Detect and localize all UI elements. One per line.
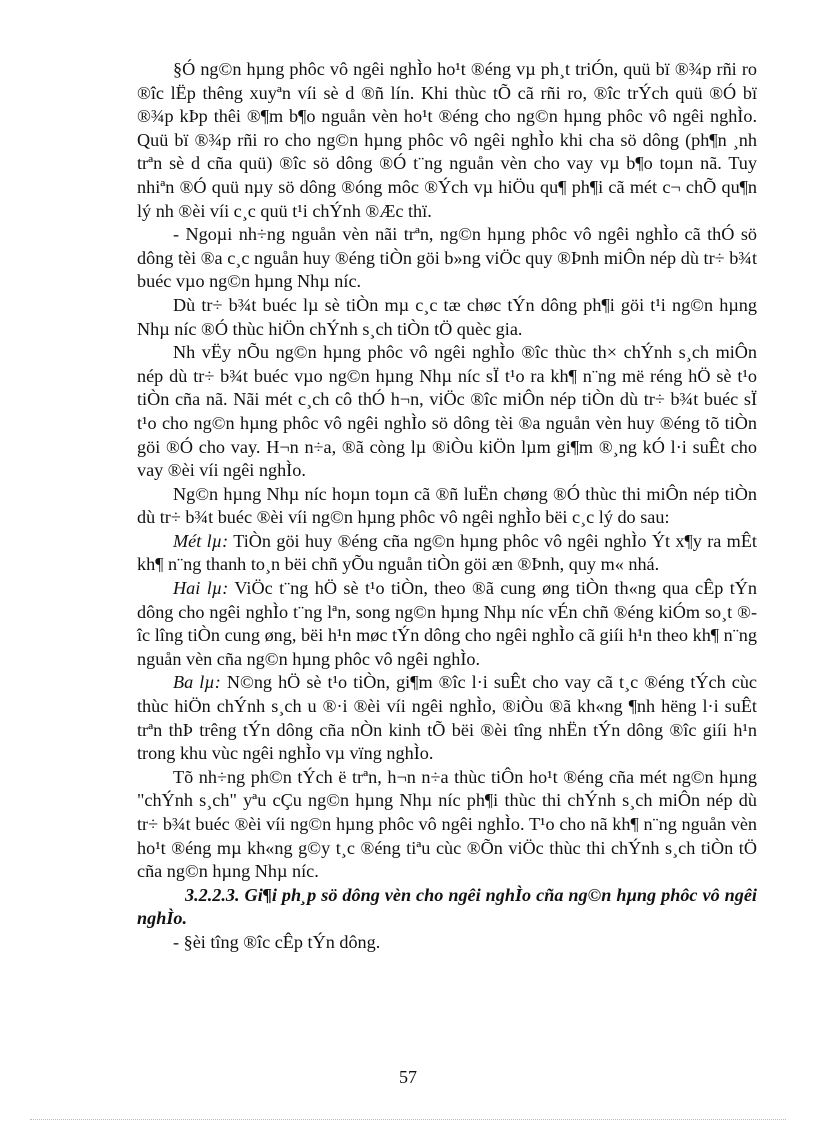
paragraph-reason-three [137,671,757,765]
reason-one-lead: Mét lµ: [173,530,229,551]
reason-one-text: TiÒn göi huy ®éng cña ng©n hµng phôc vô ngêi nghÌo Ýt x¶y ra mÊt kh¶ n¨ng thanh to¸n bëi chñ yÕu nguån tiÒn göi æn ®Þnh, quy m« nhá. [137,530,757,575]
reason-three-lead: Ba lµ: [173,672,221,693]
paragraph-reserve-definition: Dù tr÷ b¾t buéc lµ sè tiÒn mµ c¸c tæ chøc tÝn dông ph¶i göi t¹i ng©n hµng Nhµ níc ®Ó thùc hiÖn chÝnh s¸ch tiÒn tÖ quèc gia. [137,294,757,339]
paragraph-eligible-subjects: - §èi tîng ®îc cÊp tÝn dông. [173,931,381,952]
paragraph-reserve-exemption: Nh vËy nÕu ng©n hµng phôc vô ngêi nghÌo ®îc thùc th× chÝnh s¸ch miÔn nép dù tr÷ b¾t buéc vµo ng©n hµng Nhµ níc sÏ t¹o ra kh¶ n¨ng më réng hÖ sè t¹o tiÒn cña nã. Nãi mét c¸ch cô thÓ h¬n, viÖc ®îc miÔn nép tiÒn dù tr÷ b¾t buéc sÏ t¹o cho ng©n hµng phôc vô ngêi nghÌo sö dông tèi ®a nguån vèn huy ®éng tõ tiÒn göi ®Ó cho vay. H¬n n÷a, ®ã còng lµ ®iÒu kiÖn lµm gi¶m ®¸ng kÓ l·i suÊt cho vay ®èi víi ngêi nghÌo. [137,342,757,481]
page-number: 57 [399,1067,417,1087]
paragraph-reason-one [137,530,757,577]
section-heading: 3.2.2.3. Gi¶i ph¸p sö dông vèn cho ngêi nghÌo cña ng©n hµng phôc vô ngêi nghÌo. [137,884,757,929]
paragraph-reasons-intro: Ng©n hµng Nhµ níc hoµn toµn cã ®ñ luËn chøng ®Ó thùc thi miÔn nép tiÒn dù tr÷ b¾t buéc ®èi víi ng©n hµng phôc vô ngêi nghÌo bëi c¸c lý do sau: [137,483,757,528]
paragraph-reason-two [137,577,757,671]
paragraph-other-sources: - Ngoµi nh÷ng nguån vèn nãi trªn, ng©n hµng phôc vô ngêi nghÌo cã thÓ sö dông tèi ®a c¸c nguån huy ®éng tiÒn göi b»ng viÖc quy ®Þnh miÔn nép dù tr÷ b¾t buéc vµo ng©n hµng Nhµ níc. [137,224,757,292]
bottom-dotted-rule [30,1119,786,1120]
reason-two-text: ViÖc t¨ng hÖ sè t¹o tiÒn, theo ®ã cung øng tiÒn th«ng qua cÊp tÝn dông cho ngêi nghÌo t¨ng lªn, song ng©n hµng Nhµ níc vÉn chñ ®éng kiÓm so¸t ®îc lîng tiÒn cung øng, bëi h¹n møc tÝn dông cho ngêi nghÌo cã giíi h¹n theo kh¶ n¨ng nguån vèn cña ng©n hµng phôc vô ngêi nghÌo. [137,578,757,669]
paragraph-conclusion: Tõ nh÷ng ph©n tÝch ë trªn, h¬n n÷a thùc tiÔn ho¹t ®éng cña mét ng©n hµng "chÝnh s¸ch" yªu cÇu ng©n hµng Nhµ níc ph¶i thùc thi chÝnh s¸ch miÔn nép dù tr÷ b¾t buéc ®èi víi ng©n hµng phôc vô ngêi nghÌo. T¹o cho nã kh¶ n¨ng nguån vèn ho¹t ®éng mµ kh«ng g©y t¸c ®éng tiªu cùc ®Õn viÖc thùc thi chÝnh s¸ch tiÒn tÖ cña ng©n hµng Nhµ níc. [137,766,757,882]
reason-two-lead: Hai lµ: [173,578,229,599]
reason-three-text: N©ng hÖ sè t¹o tiÒn, gi¶m ®îc l·i suÊt cho vay cã t¸c ®éng tÝch cùc thùc hiÖn chÝnh s¸ch u ®·i ®èi víi ngêi nghÌo, ®iÒu ®ã kh«ng ¶nh hëng l·i suÊt trªn thÞ trêng tÝn dông cña nÒn kinh tÕ bëi ®èi tîng nhËn tÝn dông ®îc giíi h¹n trong khu vùc ngêi nghÌo vµ vïng nghÌo. [137,672,757,764]
document-page [137,58,757,955]
paragraph-risk-fund: §Ó ng©n hµng phôc vô ngêi nghÌo ho¹t ®éng vµ ph¸t triÓn, quü bï ®¾p rñi ro ®îc lËp thêng xuyªn víi sè d ®ñ lín. Khi thùc tÕ cã rñi ro, ®îc trÝch quü ®Ó bï ®¾p kÞp thêi ®¶m b¶o nguån vèn ho¹t ®éng cho ng©n hµng phôc vô ngêi nghÌo. Quü bï ®¾p rñi ro cho ng©n hµng phôc vô ngêi nghÌo khi cha sö dông (ph¶n ¸nh trªn sè d cña quü) ®îc sö dông ®Ó t¨ng nguån vèn cho vay vµ b¶o toµn nã. Tuy nhiªn ®Ó quü nµy sö dông ®óng môc ®Ých vµ hiÖu qu¶ ph¶i cã mét c¬ chÕ qu¶n lý nh ®èi víi c¸c quü t¹i chÝnh ®Æc thï. [137,59,757,221]
